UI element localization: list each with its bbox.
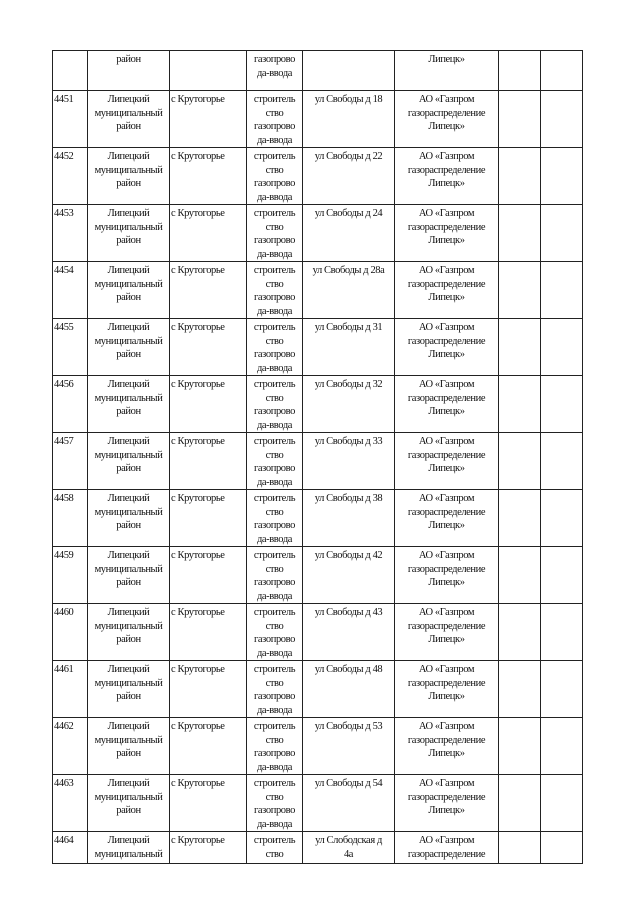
cell-extra-1	[499, 832, 541, 864]
cell-district	[88, 91, 170, 148]
cell-number: 4455	[53, 319, 88, 376]
cell-line: газораспределение	[407, 278, 486, 290]
cell-line: район	[116, 235, 141, 246]
table-row	[53, 319, 583, 376]
cell-address	[303, 376, 395, 433]
cell-line: муниципальный	[94, 335, 163, 347]
cell-line: строитель	[253, 550, 296, 561]
cell-line: ул Свободы д 48	[314, 664, 383, 675]
cell-address	[303, 319, 395, 376]
table-row	[53, 718, 583, 775]
cell-district	[88, 775, 170, 832]
cell-line: АО «Газпром	[418, 322, 475, 333]
cell-object	[247, 547, 303, 604]
cell-extra-1	[499, 490, 541, 547]
cell-line: да-ввода	[256, 533, 293, 545]
cell-line: АО «Газпром	[418, 436, 475, 447]
cell-line: ул Свободы д 32	[314, 379, 383, 390]
cell-district	[88, 205, 170, 262]
cell-line: строитель	[253, 721, 296, 732]
cell-line: Липецкий	[107, 265, 150, 276]
cell-line: газопрово	[254, 349, 295, 360]
cell-organization	[395, 433, 499, 490]
cell-organization	[395, 51, 499, 91]
cell-line: да-ввода	[256, 67, 293, 79]
cell-line: газопрово	[254, 805, 295, 816]
cell-line: газопрово	[254, 520, 295, 531]
cell-organization	[395, 205, 499, 262]
cell-locality: с Крутогорье	[170, 376, 247, 433]
cell-line: строитель	[253, 436, 296, 447]
cell-line: ство	[265, 563, 284, 575]
cell-locality: с Крутогорье	[170, 319, 247, 376]
cell-number: 4464	[53, 832, 88, 864]
cell-line: газопрово	[254, 178, 295, 189]
cell-locality	[170, 51, 247, 91]
cell-number: 4454	[53, 262, 88, 319]
cell-extra-1	[499, 604, 541, 661]
table-row	[53, 490, 583, 547]
cell-line: газораспределение	[407, 848, 486, 860]
cell-extra-2	[541, 604, 583, 661]
cell-line: район	[116, 121, 141, 132]
cell-locality: с Крутогорье	[170, 205, 247, 262]
cell-line: район	[116, 520, 141, 531]
cell-line: АО «Газпром	[418, 550, 475, 561]
cell-line: Липецк»	[428, 235, 465, 246]
cell-object	[247, 604, 303, 661]
cell-line: ство	[265, 791, 284, 803]
table-row	[53, 433, 583, 490]
cell-extra-2	[541, 91, 583, 148]
cell-number: 4457	[53, 433, 88, 490]
cell-organization	[395, 91, 499, 148]
cell-number: 4463	[53, 775, 88, 832]
cell-district	[88, 832, 170, 864]
table-row	[53, 775, 583, 832]
cell-address	[303, 433, 395, 490]
cell-line: газораспределение	[407, 221, 486, 233]
cell-locality: с Крутогорье	[170, 91, 247, 148]
cell-line: строитель	[253, 664, 296, 675]
cell-line: да-ввода	[256, 134, 293, 146]
cell-extra-2	[541, 547, 583, 604]
cell-line: газопрово	[254, 54, 295, 65]
cell-line: район	[116, 54, 141, 65]
cell-organization	[395, 604, 499, 661]
cell-line: муниципальный	[94, 107, 163, 119]
cell-object	[247, 319, 303, 376]
table-row	[53, 604, 583, 661]
cell-line: Липецкий	[107, 550, 150, 561]
cell-line: да-ввода	[256, 704, 293, 716]
cell-number: 4460	[53, 604, 88, 661]
cell-line: АО «Газпром	[418, 778, 475, 789]
cell-line: АО «Газпром	[418, 379, 475, 390]
cell-locality: с Крутогорье	[170, 832, 247, 864]
cell-district	[88, 433, 170, 490]
cell-line: газораспределение	[407, 164, 486, 176]
cell-number: 4458	[53, 490, 88, 547]
cell-line: АО «Газпром	[418, 721, 475, 732]
cell-district	[88, 319, 170, 376]
cell-locality: с Крутогорье	[170, 718, 247, 775]
cell-line: Липецкий	[107, 721, 150, 732]
cell-line: газораспределение	[407, 335, 486, 347]
cell-extra-1	[499, 148, 541, 205]
cell-line: Липецкий	[107, 322, 150, 333]
cell-line: Липецкий	[107, 493, 150, 504]
cell-line: район	[116, 178, 141, 189]
cell-locality: с Крутогорье	[170, 775, 247, 832]
cell-line: строитель	[253, 493, 296, 504]
cell-number	[53, 51, 88, 91]
cell-line: ул Слободская д	[315, 835, 382, 846]
cell-district	[88, 718, 170, 775]
cell-line: Липецкий	[107, 607, 150, 618]
cell-line: строитель	[253, 607, 296, 618]
cell-line: да-ввода	[256, 647, 293, 659]
cell-organization	[395, 319, 499, 376]
cell-locality: с Крутогорье	[170, 262, 247, 319]
cell-extra-2	[541, 148, 583, 205]
cell-line: Липецкий	[107, 664, 150, 675]
cell-line: строитель	[253, 778, 296, 789]
cell-district	[88, 490, 170, 547]
cell-address	[303, 775, 395, 832]
cell-line: Липецк»	[428, 691, 465, 702]
cell-line: район	[116, 406, 141, 417]
cell-organization	[395, 148, 499, 205]
cell-object	[247, 205, 303, 262]
cell-extra-2	[541, 319, 583, 376]
cell-line: муниципальный	[94, 506, 163, 518]
cell-address	[303, 718, 395, 775]
cell-line: муниципальный	[94, 164, 163, 176]
cell-organization	[395, 262, 499, 319]
cell-extra-2	[541, 832, 583, 864]
table-row-fragment	[53, 51, 583, 91]
cell-extra-1	[499, 319, 541, 376]
cell-object	[247, 775, 303, 832]
cell-line: муниципальный	[94, 392, 163, 404]
cell-extra-2	[541, 775, 583, 832]
cell-line: строитель	[253, 94, 296, 105]
cell-line: район	[116, 463, 141, 474]
cell-line: газораспределение	[407, 620, 486, 632]
cell-extra-1	[499, 547, 541, 604]
cell-line: строитель	[253, 265, 296, 276]
cell-line: Липецкий	[107, 835, 150, 846]
cell-line: газораспределение	[407, 563, 486, 575]
cell-line: Липецк»	[428, 463, 465, 474]
cell-address	[303, 661, 395, 718]
cell-line: да-ввода	[256, 818, 293, 830]
cell-line: 4а	[343, 848, 354, 860]
cell-line: Липецк»	[428, 748, 465, 759]
cell-extra-1	[499, 433, 541, 490]
cell-line: ство	[265, 677, 284, 689]
cell-line: ул Свободы д 42	[314, 550, 383, 561]
cell-district	[88, 547, 170, 604]
cell-line: да-ввода	[256, 419, 293, 431]
cell-district	[88, 262, 170, 319]
cell-line: да-ввода	[256, 305, 293, 317]
cell-number: 4453	[53, 205, 88, 262]
cell-line: ул Свободы д 24	[314, 208, 383, 219]
table-row	[53, 262, 583, 319]
cell-line: газораспределение	[407, 791, 486, 803]
cell-line: ство	[265, 221, 284, 233]
cell-organization	[395, 718, 499, 775]
cell-line: ул Свободы д 18	[314, 94, 383, 105]
cell-district	[88, 148, 170, 205]
cell-extra-1	[499, 91, 541, 148]
cell-line: район	[116, 577, 141, 588]
cell-line: район	[116, 634, 141, 645]
cell-extra-2	[541, 718, 583, 775]
cell-district	[88, 376, 170, 433]
cell-number: 4461	[53, 661, 88, 718]
cell-line: ство	[265, 620, 284, 632]
cell-line: газопрово	[254, 121, 295, 132]
cell-district	[88, 661, 170, 718]
cell-line: да-ввода	[256, 248, 293, 260]
cell-address	[303, 547, 395, 604]
cell-organization	[395, 775, 499, 832]
cell-line: газопрово	[254, 748, 295, 759]
cell-district	[88, 51, 170, 91]
cell-line: муниципальный	[94, 848, 163, 860]
cell-line: Липецкий	[107, 778, 150, 789]
cell-line: Липецк»	[428, 178, 465, 189]
cell-line: газопрово	[254, 691, 295, 702]
cell-organization	[395, 490, 499, 547]
cell-line: строитель	[253, 208, 296, 219]
cell-extra-2	[541, 262, 583, 319]
cell-line: муниципальный	[94, 449, 163, 461]
cell-line: Липецкий	[107, 151, 150, 162]
cell-line: Липецк»	[428, 577, 465, 588]
cell-line: газопрово	[254, 463, 295, 474]
cell-line: АО «Газпром	[418, 664, 475, 675]
cell-line: ство	[265, 506, 284, 518]
cell-line: Липецк»	[428, 54, 465, 65]
cell-line: АО «Газпром	[418, 265, 475, 276]
table-row	[53, 547, 583, 604]
cell-line: ство	[265, 848, 284, 860]
cell-line: строитель	[253, 322, 296, 333]
cell-line: ул Свободы д 28а	[312, 265, 385, 276]
cell-number: 4451	[53, 91, 88, 148]
cell-line: газопрово	[254, 235, 295, 246]
cell-address	[303, 490, 395, 547]
cell-locality: с Крутогорье	[170, 148, 247, 205]
table-row	[53, 91, 583, 148]
cell-line: муниципальный	[94, 791, 163, 803]
cell-line: Липецк»	[428, 349, 465, 360]
cell-extra-1	[499, 661, 541, 718]
cell-extra-2	[541, 490, 583, 547]
cell-extra-2	[541, 433, 583, 490]
cell-line: АО «Газпром	[418, 835, 475, 846]
cell-locality: с Крутогорье	[170, 604, 247, 661]
cell-object	[247, 661, 303, 718]
cell-line: газопрово	[254, 634, 295, 645]
cell-line: муниципальный	[94, 278, 163, 290]
cell-object	[247, 832, 303, 864]
cell-line: да-ввода	[256, 761, 293, 773]
cell-locality: с Крутогорье	[170, 547, 247, 604]
cell-line: Липецк»	[428, 634, 465, 645]
cell-extra-1	[499, 775, 541, 832]
cell-line: муниципальный	[94, 734, 163, 746]
cell-line: Липецк»	[428, 805, 465, 816]
table-row	[53, 376, 583, 433]
table-row	[53, 661, 583, 718]
cell-line: газораспределение	[407, 392, 486, 404]
cell-organization	[395, 376, 499, 433]
cell-line: район	[116, 292, 141, 303]
cell-number: 4459	[53, 547, 88, 604]
cell-line: ство	[265, 278, 284, 290]
cell-line: ул Свободы д 43	[314, 607, 383, 618]
cell-line: газораспределение	[407, 734, 486, 746]
cell-line: АО «Газпром	[418, 208, 475, 219]
cell-line: муниципальный	[94, 221, 163, 233]
cell-organization	[395, 547, 499, 604]
cell-line: АО «Газпром	[418, 607, 475, 618]
cell-line: Липецк»	[428, 292, 465, 303]
cell-line: Липецкий	[107, 379, 150, 390]
cell-line: ул Свободы д 38	[314, 493, 383, 504]
cell-object	[247, 148, 303, 205]
cell-line: ство	[265, 392, 284, 404]
cell-line: да-ввода	[256, 590, 293, 602]
cell-line: АО «Газпром	[418, 94, 475, 105]
cell-address	[303, 148, 395, 205]
cell-object	[247, 433, 303, 490]
cell-extra-1	[499, 51, 541, 91]
cell-district	[88, 604, 170, 661]
cell-line: газораспределение	[407, 677, 486, 689]
cell-locality: с Крутогорье	[170, 433, 247, 490]
cell-line: газопрово	[254, 292, 295, 303]
cell-line: ул Свободы д 22	[314, 151, 383, 162]
cell-address	[303, 604, 395, 661]
cell-line: АО «Газпром	[418, 493, 475, 504]
cell-line: Липецк»	[428, 520, 465, 531]
cell-line: Липецкий	[107, 208, 150, 219]
cell-line: газопрово	[254, 577, 295, 588]
cell-extra-1	[499, 376, 541, 433]
cell-line: ул Свободы д 53	[314, 721, 383, 732]
cell-line: газораспределение	[407, 449, 486, 461]
cell-object	[247, 91, 303, 148]
cell-line: строитель	[253, 151, 296, 162]
cell-extra-2	[541, 205, 583, 262]
cell-line: газораспределение	[407, 506, 486, 518]
cell-object	[247, 718, 303, 775]
cell-address	[303, 51, 395, 91]
cell-line: муниципальный	[94, 563, 163, 575]
cell-line: строитель	[253, 835, 296, 846]
cell-line: ство	[265, 449, 284, 461]
cell-number: 4462	[53, 718, 88, 775]
cell-line: ство	[265, 107, 284, 119]
cell-number: 4452	[53, 148, 88, 205]
cell-object	[247, 262, 303, 319]
cell-number: 4456	[53, 376, 88, 433]
cell-address	[303, 832, 395, 864]
cell-address	[303, 205, 395, 262]
cell-object	[247, 490, 303, 547]
cell-address	[303, 262, 395, 319]
cell-address	[303, 91, 395, 148]
cell-extra-1	[499, 718, 541, 775]
table-row	[53, 205, 583, 262]
table-row	[53, 832, 583, 864]
cell-organization	[395, 832, 499, 864]
cell-line: Липецкий	[107, 436, 150, 447]
cell-extra-2	[541, 376, 583, 433]
cell-line: район	[116, 691, 141, 702]
cell-line: да-ввода	[256, 476, 293, 488]
cell-line: район	[116, 805, 141, 816]
cell-line: ул Свободы д 54	[314, 778, 383, 789]
cell-line: муниципальный	[94, 677, 163, 689]
cell-line: Липецк»	[428, 406, 465, 417]
cell-line: ство	[265, 335, 284, 347]
cell-extra-2	[541, 661, 583, 718]
cell-line: ство	[265, 734, 284, 746]
cell-locality: с Крутогорье	[170, 490, 247, 547]
cell-line: да-ввода	[256, 191, 293, 203]
registry-table	[52, 50, 583, 864]
cell-extra-1	[499, 205, 541, 262]
cell-line: газопрово	[254, 406, 295, 417]
cell-line: строитель	[253, 379, 296, 390]
registry-body	[53, 51, 583, 864]
cell-locality: с Крутогорье	[170, 661, 247, 718]
cell-line: ство	[265, 164, 284, 176]
cell-line: газораспределение	[407, 107, 486, 119]
cell-extra-2	[541, 51, 583, 91]
cell-object	[247, 376, 303, 433]
cell-line: ул Свободы д 31	[314, 322, 383, 333]
cell-object	[247, 51, 303, 91]
cell-line: АО «Газпром	[418, 151, 475, 162]
cell-line: муниципальный	[94, 620, 163, 632]
cell-line: Липецкий	[107, 94, 150, 105]
cell-line: район	[116, 349, 141, 360]
cell-line: да-ввода	[256, 362, 293, 374]
cell-line: ул Свободы д 33	[314, 436, 383, 447]
cell-line: район	[116, 748, 141, 759]
cell-extra-1	[499, 262, 541, 319]
table-row	[53, 148, 583, 205]
cell-line: Липецк»	[428, 121, 465, 132]
cell-organization	[395, 661, 499, 718]
